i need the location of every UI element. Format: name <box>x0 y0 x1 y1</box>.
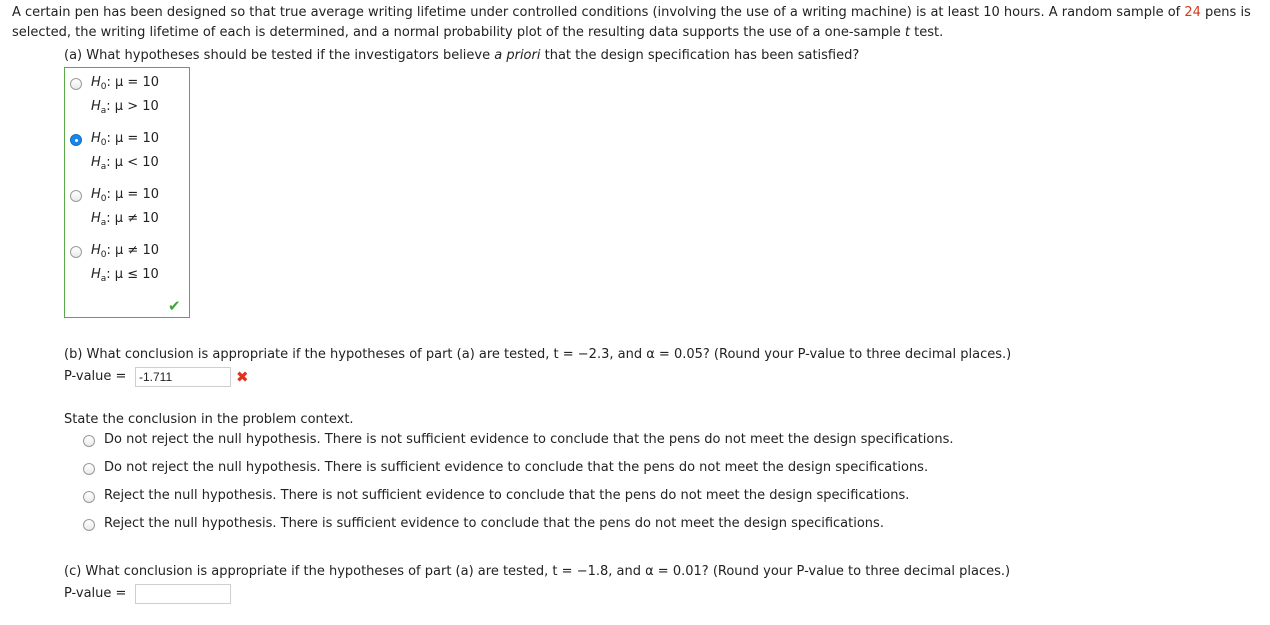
hypothesis-option-radio[interactable] <box>70 190 82 202</box>
conclusion-option-radio[interactable] <box>83 491 95 503</box>
intro-text-2: pens is selected, the writing lifetime of each is determined, and a normal probability plot of the resulting data supports the use of a one-sample <box>12 5 1251 40</box>
part-a-question-prefix: (a) What hypotheses should be tested if the investigators believe <box>64 48 495 63</box>
part-c-pvalue-label: P-value = <box>64 586 127 601</box>
conclusion-option-radio[interactable] <box>83 519 95 531</box>
incorrect-x-icon: ✖ <box>236 368 249 386</box>
null-hypothesis: $H_0$: μ ≠ 10 <box>91 243 159 260</box>
part-c-pvalue-input[interactable] <box>135 584 231 604</box>
hypothesis-option-radio[interactable] <box>70 78 82 90</box>
t-symbol: t <box>904 25 911 40</box>
part-b-question: (b) What conclusion is appropriate if the hypotheses of part (a) are tested, t = −2.3, and α = 0.05? (Round your P-value to three decimal places.) <box>64 347 1012 362</box>
correct-check-icon: ✔ <box>168 297 181 315</box>
hypothesis-option-radio[interactable] <box>70 134 82 146</box>
hypothesis-option-radio[interactable] <box>70 246 82 258</box>
alternative-hypothesis: $H_a$: μ < 10 <box>91 155 159 172</box>
intro-text-3: test. <box>910 25 944 40</box>
alternative-hypothesis: $H_a$: μ ≤ 10 <box>91 267 159 284</box>
part-a-question <box>64 48 859 63</box>
conclusion-option-label[interactable]: Reject the null hypothesis. There is sufficient evidence to conclude that the pens do not meet the design specifications. <box>104 516 884 531</box>
conclusion-option-label[interactable]: Reject the null hypothesis. There is not sufficient evidence to conclude that the pens do not meet the design specifications. <box>104 488 910 503</box>
conclusion-option-radio[interactable] <box>83 463 95 475</box>
null-hypothesis: $H_0$: μ = 10 <box>91 75 159 92</box>
alternative-hypothesis: $H_a$: μ > 10 <box>91 99 159 116</box>
null-hypothesis: $H_0$: μ = 10 <box>91 131 159 148</box>
null-hypothesis: $H_0$: μ = 10 <box>91 187 159 204</box>
problem-statement <box>12 3 1262 43</box>
conclusion-option-label[interactable]: Do not reject the null hypothesis. There is not sufficient evidence to conclude that the pens do not meet the design specifications. <box>104 432 954 447</box>
intro-text-1: A certain pen has been designed so that true average writing lifetime under controlled conditions (involving the use of a writing machine) is at least 10 hours. A random sample of <box>12 5 1185 20</box>
alternative-hypothesis: $H_a$: μ ≠ 10 <box>91 211 159 228</box>
sample-size: 24 <box>1184 5 1201 20</box>
a-priori-text: a priori <box>494 48 541 63</box>
part-a-question-suffix: that the design specification has been satisfied? <box>540 48 860 63</box>
part-b-pvalue-input[interactable]: -1.711 <box>135 367 231 387</box>
part-b-pvalue-label: P-value = <box>64 369 127 384</box>
part-c-question: (c) What conclusion is appropriate if the hypotheses of part (a) are tested, t = −1.8, and α = 0.01? (Round your P-value to three decimal places.) <box>64 564 1011 579</box>
conclusion-prompt: State the conclusion in the problem context. <box>64 412 354 427</box>
conclusion-option-radio[interactable] <box>83 435 95 447</box>
conclusion-option-label[interactable]: Do not reject the null hypothesis. There is sufficient evidence to conclude that the pens do not meet the design specifications. <box>104 460 929 475</box>
